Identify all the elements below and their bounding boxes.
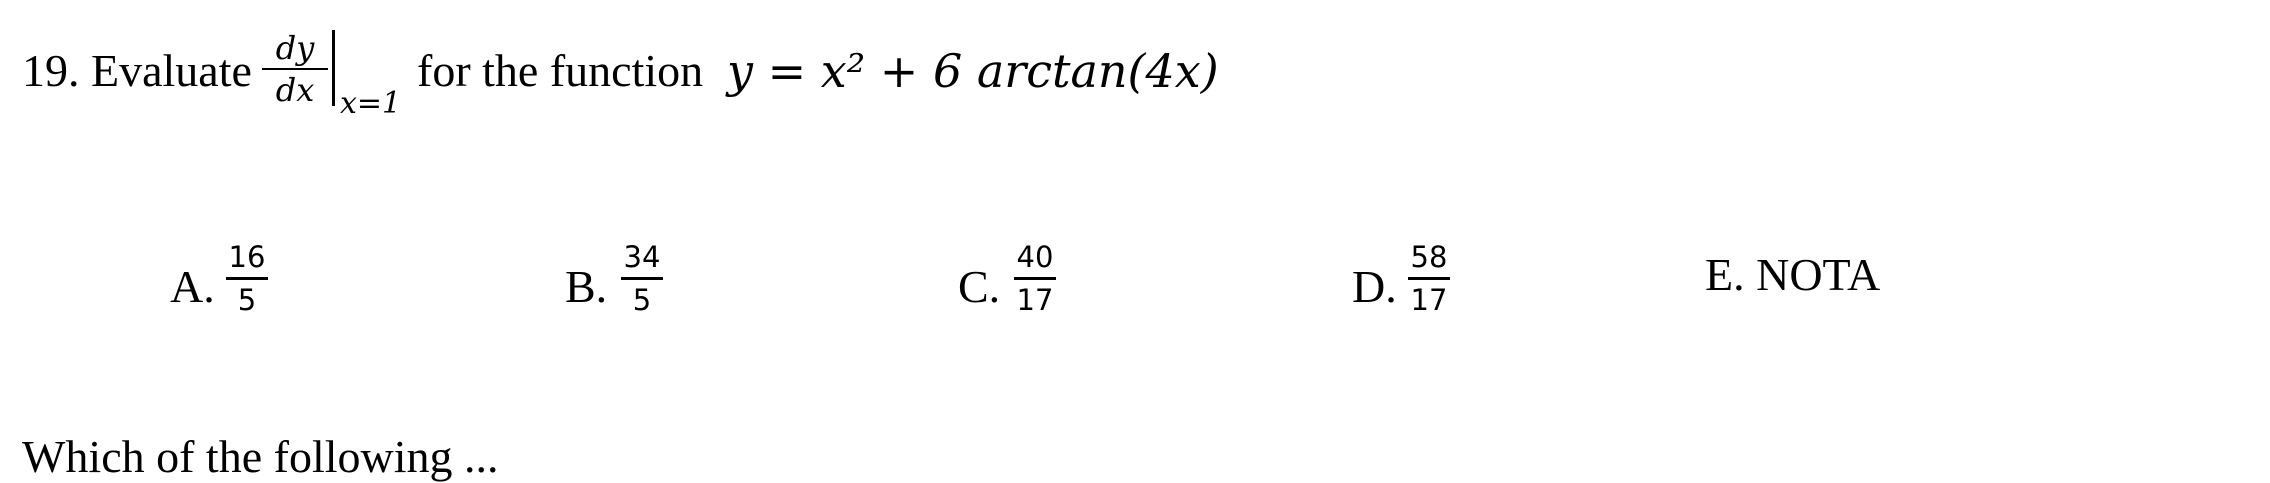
option-fraction bbox=[226, 240, 268, 317]
option-fraction bbox=[1014, 240, 1056, 317]
evaluation-point: x=1 bbox=[340, 86, 402, 121]
fraction-bar bbox=[226, 277, 268, 280]
option-label: A. bbox=[170, 261, 215, 312]
fraction-bar bbox=[262, 68, 328, 70]
question-connector: for the function bbox=[417, 45, 704, 96]
evaluation-bar bbox=[332, 30, 335, 106]
option-label: B. bbox=[565, 261, 608, 312]
function-equation: y = x² + 6 arctan(4x) bbox=[727, 44, 1219, 98]
option-label: D. bbox=[1352, 261, 1397, 312]
numerator: 34 bbox=[623, 240, 661, 274]
option-label: C. bbox=[958, 261, 1001, 312]
derivative-denominator: dx bbox=[275, 71, 315, 109]
denominator: 5 bbox=[237, 283, 257, 317]
option-fraction bbox=[1408, 240, 1450, 317]
question-number-label: 19. Evaluate bbox=[22, 45, 252, 96]
fraction-bar bbox=[621, 277, 663, 280]
next-question-partial: Which of the following ... bbox=[22, 431, 499, 482]
numerator: 16 bbox=[228, 240, 266, 274]
derivative-fraction bbox=[262, 30, 328, 108]
fraction-bar bbox=[1014, 277, 1056, 280]
numerator: 40 bbox=[1016, 240, 1054, 274]
numerator: 58 bbox=[1410, 240, 1448, 274]
fraction-bar bbox=[1408, 277, 1450, 280]
denominator: 17 bbox=[1410, 283, 1448, 317]
derivative-numerator: dy bbox=[275, 29, 315, 67]
denominator: 17 bbox=[1016, 283, 1054, 317]
option-label: E. NOTA bbox=[1705, 249, 1881, 300]
denominator: 5 bbox=[632, 283, 652, 317]
option-fraction bbox=[621, 240, 663, 317]
